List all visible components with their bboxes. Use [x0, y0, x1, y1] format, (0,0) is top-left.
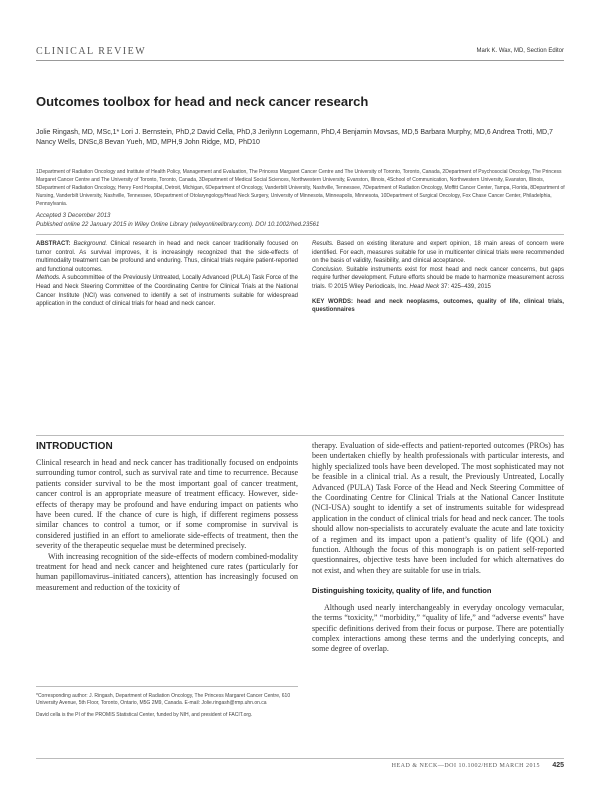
abstract-background — [36, 240, 298, 274]
page-number: 425 — [552, 762, 564, 769]
author-list: Jolie Ringash, MD, MSc,1* Lori J. Bernstein, PhD,2 David Cella, PhD,3 Jerilynn Logemann, PhD,4 Benjamin Movsas, MD,5 Barbara Murphy, MD,6 Andrea Trotti, MD,7 Nancy Wells, DNSc,8 Bevan Yueh, MD, MPH,9 John Ridge, MD, PhD10 — [36, 129, 553, 146]
affiliations: 1Department of Radiation Oncology and Institute of Health Policy, Management and Evaluation, The Princess Margaret Cancer Centre and The University of Toronto, Toronto, Canada, 2Department of Psychosocial Oncology, The Princess Margaret Cancer Centre and The University of Toronto, Toronto, Canada, 3Department of Medical Social Sciences, Northwestern University, Evanston, Illinois, 4School of Communication, Northwestern University, Evanston, Illinois, 5Department of Radiation Oncology, Henry Ford Hospital, Detroit, Michigan, 6Department of Oncology, Vanderbilt University, Nashville, Tennessee, 7Department of Radiation Oncology, Moffitt Cancer Center, Tampa, Florida, 8Department of Nursing, Vanderbilt University, Nashville, Tennessee, 9Department of Otolaryngology/Head Neck Surgery, University of Minnesota, Minneapolis, Minnesota, 10Department of Surgical Oncology, Fox Chase Cancer Center, Philadelphia, Pennsylvania. — [36, 169, 565, 207]
section-editor: Mark K. Wax, MD, Section Editor — [476, 48, 564, 54]
keywords-label: KEY WORDS: — [312, 298, 354, 305]
corresponding-author: *Corresponding author: J. Ringash, Department of Radiation Oncology, The Princess Margaret Cancer Centre, 610 University Avenue, 5th Floor, Toronto, Ontario, M5G 2M9, Canada. E-mail: Jolie.ringash@rmp.uhn.on.ca — [36, 693, 291, 707]
abstract-right-column — [312, 240, 564, 315]
article-title: Outcomes toolbox for head and neck cancer research — [36, 94, 369, 109]
methods-label: Methods. — [36, 275, 61, 282]
published-date: Published online 22 January 2015 in Wiley Online Library (wileyonlinelibrary.com). DOI 10.1002/hed.23561 — [36, 222, 320, 228]
accepted-date: Accepted 3 December 2013 — [36, 213, 111, 219]
abstract-divider-bottom — [36, 435, 564, 436]
citation-journal: Head Neck — [409, 283, 440, 290]
background-text: Clinical research in head and neck cancer traditionally focused on tumor control. As survival improves, it is increasingly recognized that the side-effects of multimodality treatment can be profound and enduring. Thus, clinical trials require patient-reported and functional outcomes. — [36, 241, 298, 273]
abstract-methods — [36, 274, 298, 308]
citation-rest: 37: 425–439, 2015 — [440, 283, 491, 290]
results-text: Based on existing literature and expert opinion, 18 main areas of concern were identified. For each, measures suitable for use in multicenter clinical trials were recommended on the basis of validity, feasibility, and clinical acceptance. — [312, 241, 564, 265]
subsection-heading: Distinguishing toxicity, quality of life, and function — [312, 586, 492, 596]
results-label: Results. — [312, 241, 334, 247]
intro-heading: INTRODUCTION — [36, 441, 113, 452]
publication-dates — [36, 212, 566, 230]
subsection-paragraph: Although used nearly interchangeably in everyday oncology vernacular, the terms “toxicity,” “morbidity,” “quality of life,” and “adverse events” have specific definitions derived from their focus or purpose. There are potentially complex interactions among these terms and the underlying concepts, and some degree of overlap. — [312, 602, 564, 654]
abstract-results — [312, 240, 564, 266]
funding-note: David cella is the PI of the PROMIS Statistical Center, funded by NIH, and president of FACIT.org. — [36, 711, 253, 718]
body-right-column — [312, 441, 564, 655]
keywords — [312, 298, 564, 315]
intro-paragraph-1: Clinical research in head and neck cancer has traditionally focused on endpoints surrounding tumor control, such as survival rate and time to recurrence. Because patients consider survival to be the most important goal of cancer treatment, cancer control is an appropriate measure of treatment efficacy. However, side-effects of therapy may be profound and have enduring impact on patients who have been cured. If the chance of cure is high, if different regimens possess similar chances to control a tumor, or if some compromise in survival is considered justified in an effort to ameliorate side-effects of treatment, then the severity of the therapeutic sequelae must be determined precisely. — [36, 458, 298, 551]
conclusion-text: Suitable instruments exist for most head and neck cancer concerns, but gaps require further development. Future efforts should be made to harmonize measurement across trials. — [312, 266, 565, 290]
copyright: © 2015 Wiley Periodicals, Inc. — [328, 283, 408, 290]
footer-journal: HEAD & NECK—DOI 10.1002/HED MARCH 2015 — [391, 763, 540, 769]
correspondence-box — [36, 686, 298, 723]
conclusion-label: Conclusion. — [312, 266, 344, 273]
abstract-label: ABSTRACT: — [36, 241, 71, 247]
section-label: CLINICAL REVIEW — [36, 46, 147, 57]
intro-paragraph-2: With increasing recognition of the side-effects of modern combined-modality treatment for head and neck cancer and heightened cure rates (particularly for human papillomavirus–initiated cancers), attention has increasingly focused on measurement and reduction of the toxicity of — [36, 551, 298, 592]
background-label: Background. — [73, 241, 108, 247]
abstract-divider-top — [36, 234, 564, 235]
body-paragraph-continued: therapy. Evaluation of side-effects and patient-reported outcomes (PROs) has been undertaken chiefly by health professionals with particular interests, and highly specialized tools have been developed. The most sophisticated may not be feasible in a clinical trial. As a result, the Previously Untreated, Locally Advanced (PULA) Task Force of the Head and Neck Steering Committee of the Coordinating Centre for Clinical Trials at the National Cancer Institute (NCI-USA) sought to identify a set of instruments suitable for widespread application in the conduct of clinical trials for head and neck cancer. The tools should allow non-specialists to accurately evaluate the acute and late toxicity of a regimen and its impact upon a patient’s quality of life (QOL) and function. Although the focus of this monograph is on patient self-reported questionnaires, objective tests have been included for which alternatives do not exist, and when they are suitable for use in trials. — [312, 441, 564, 575]
abstract-conclusion — [312, 266, 564, 292]
body-left-column — [36, 458, 298, 593]
abstract-left-column — [36, 240, 298, 309]
keywords-text: head and neck neoplasms, outcomes, quality of life, clinical trials, questionnaires — [312, 298, 564, 314]
header-divider — [36, 60, 564, 61]
methods-text: A subcommittee of the Previously Untreated, Locally Advanced (PULA) Task Force of the Head and Neck Steering Committee of the Coordinating Centre for Clinical Trials at the National Cancer Institute (NCI) was convened to identify a set of instruments suitable for widespread application in the conduct of clinical trials for head and neck cancer. — [36, 275, 298, 308]
footer-divider — [36, 758, 564, 759]
